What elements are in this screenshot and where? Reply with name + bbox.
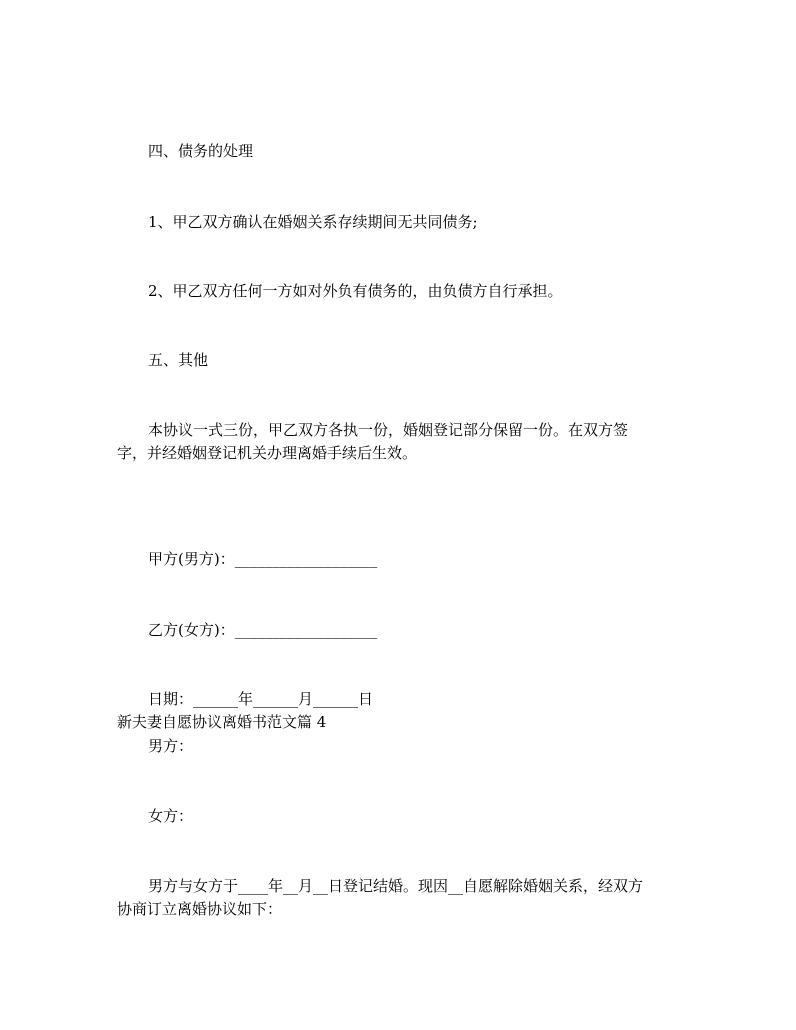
party-b-signature: 乙方(女方)：___________________	[148, 621, 378, 639]
party-a-signature: 甲方(男方)：___________________	[148, 550, 378, 568]
intro-line-2: 协商订立离婚协议如下：	[117, 900, 283, 918]
other-heading: 五、其他	[148, 351, 209, 369]
article-title: 新夫妻自愿协议离婚书范文篇 4	[117, 713, 327, 731]
debt-item-1: 1、甲乙双方确认在婚姻关系存续期间无共同债务;	[148, 213, 478, 231]
debt-heading: 四、债务的处理	[148, 142, 254, 160]
intro-line-1: 男方与女方于____年__月__日登记结婚。现因__自愿解除婚姻关系，经双方	[148, 877, 644, 895]
other-paragraph-line-1: 本协议一式三份，甲乙双方各执一份，婚姻登记部分保留一份。在双方签	[148, 421, 629, 439]
debt-item-2: 2、甲乙双方任何一方如对外负有债务的，由负债方自行承担。	[148, 282, 563, 300]
signature-date: 日期：______年______月______日	[148, 690, 374, 708]
husband-label: 男方：	[148, 737, 194, 755]
other-paragraph-line-2: 字，并经婚姻登记机关办理离婚手续后生效。	[117, 444, 418, 462]
wife-label: 女方：	[148, 807, 194, 825]
